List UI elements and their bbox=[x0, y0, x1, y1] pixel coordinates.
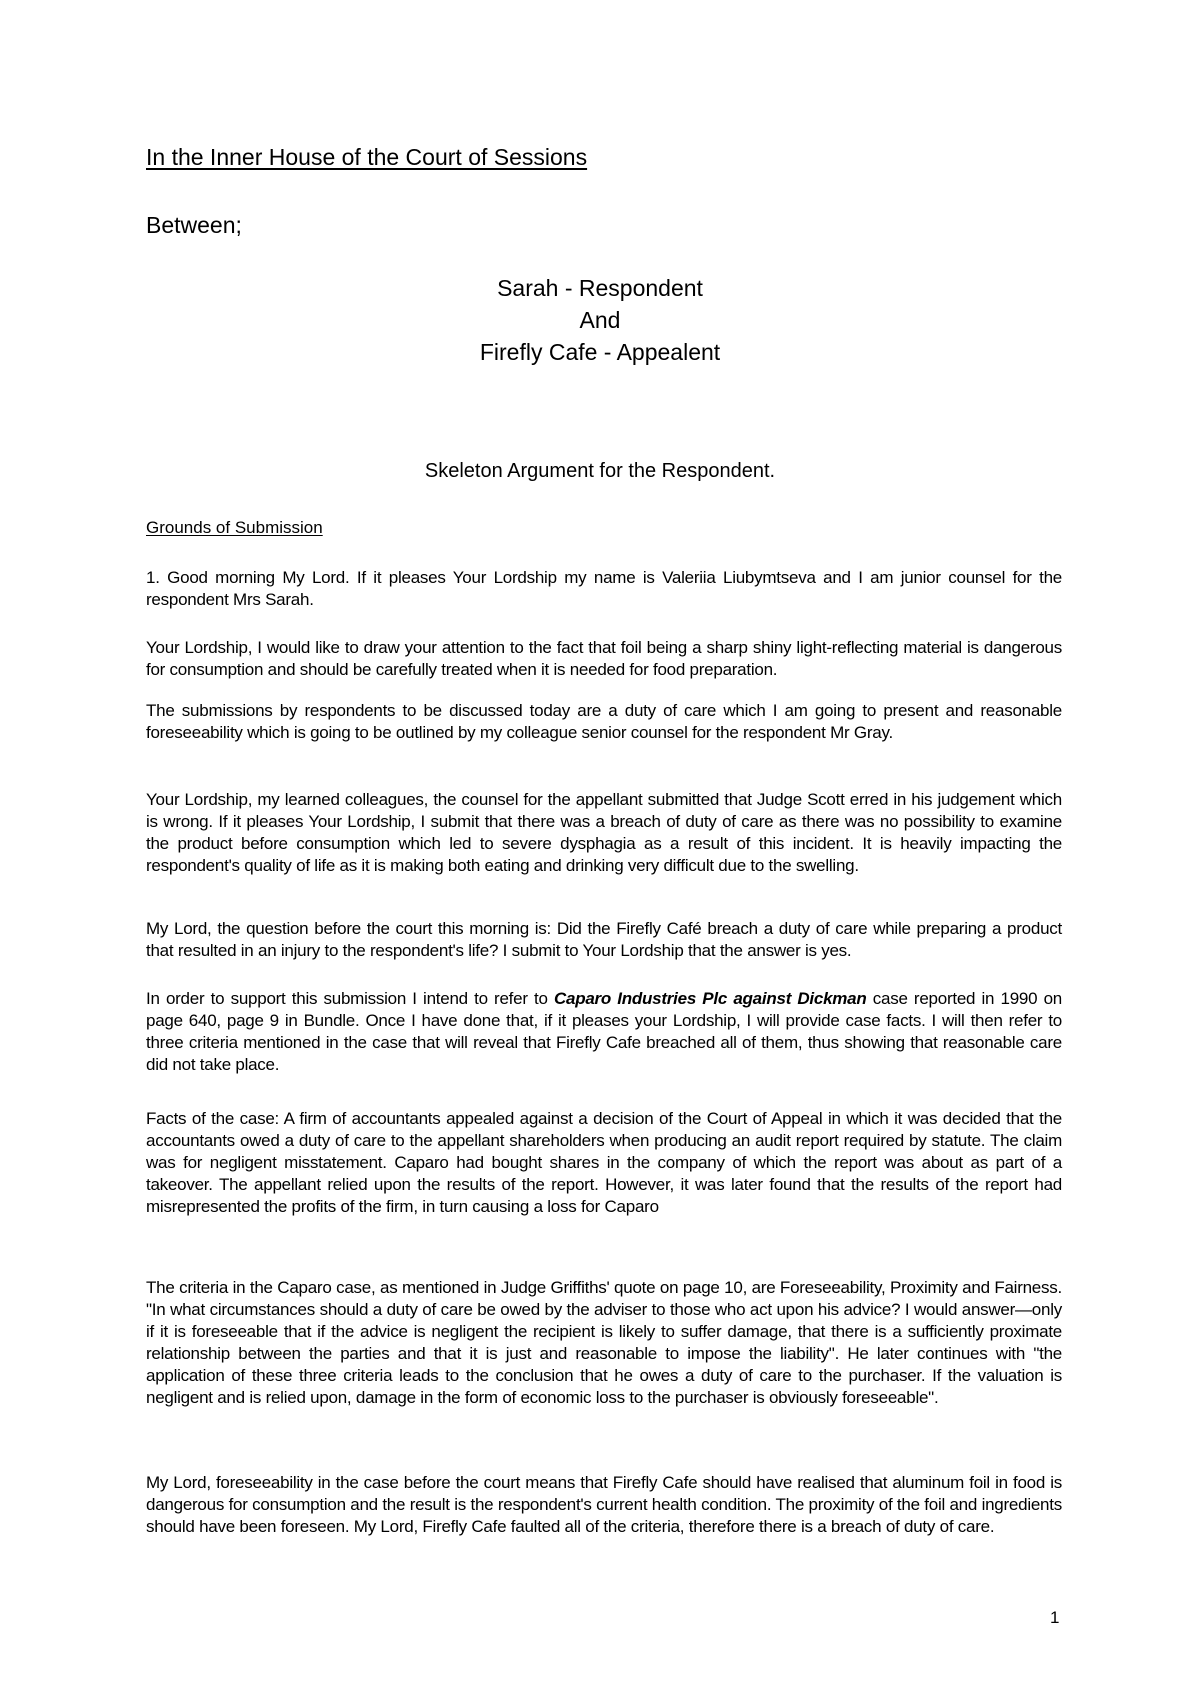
section-heading: Grounds of Submission bbox=[146, 518, 323, 537]
parties-block bbox=[0, 272, 1200, 368]
parties-and: And bbox=[579, 307, 621, 333]
paragraph-1: 1. Good morning My Lord. If it pleases Your Lordship my name is Valeriia Liubymtseva and I am junior counsel for the respondent Mrs Sarah. bbox=[146, 568, 1062, 609]
document-title: Skeleton Argument for the Respondent. bbox=[424, 460, 776, 482]
paragraph-6-intro: In order to support this submission I intend to refer to bbox=[146, 989, 554, 1008]
paragraph-3: The submissions by respondents to be discussed today are a duty of care which I am going to present and reasonable foreseeability which is going to be outlined by my colleague senior counsel for the respondent Mr Gray. bbox=[146, 701, 1062, 742]
appellant-name: Firefly Cafe - Appealent bbox=[479, 339, 721, 365]
case-citation: Caparo Industries Plc against Dickman bbox=[553, 989, 867, 1008]
paragraph-6 bbox=[146, 988, 1062, 1076]
between-label: Between; bbox=[146, 212, 242, 238]
paragraph-7: Facts of the case: A firm of accountants appealed against a decision of the Court of Appeal in which it was decided that the accountants owed a duty of care to the appellant shareholders when producing an audit report required by statute. The claim was for negligent misstatement. Caparo had bought shares in the company of which the report was about as part of a takeover. The appellant relied upon the results of the report. However, it was later found that the results of the report had misrepresented the profits of the firm, in turn causing a loss for Caparo bbox=[146, 1109, 1062, 1216]
court-title: In the Inner House of the Court of Sessions bbox=[146, 144, 588, 170]
paragraph-6-rest: case reported in 1990 on page 640, page 9 in Bundle. Once I have done that, if it pleases your Lordship, I will provide case facts. I will then refer to three criteria mentioned in the case that will reveal that Firefly Cafe breached all of them, thus showing that reasonable care did not take place. bbox=[146, 989, 1062, 1074]
paragraph-4: Your Lordship, my learned colleagues, the counsel for the appellant submitted that Judge Scott erred in his judgement which is wrong. If it pleases Your Lordship, I submit that there was a breach of duty of care as there was no possibility to examine the product before consumption which led to severe dysphagia as a result of this incident. It is heavily impacting the respondent's quality of life as it is making both eating and drinking very difficult due to the swelling. bbox=[146, 790, 1062, 875]
paragraph-5: My Lord, the question before the court this morning is: Did the Firefly Café breach a duty of care while preparing a product that resulted in an injury to the respondent's life? I submit to Your Lordship that the answer is yes. bbox=[146, 919, 1062, 960]
page-number: 1 bbox=[1050, 1608, 1060, 1627]
paragraph-8: The criteria in the Caparo case, as mentioned in Judge Griffiths' quote on page 10, are Foreseeability, Proximity and Fairness. "In what circumstances should a duty of care be owed by the adviser to those who act upon his advice? I would answer—only if it is foreseeable that if the advice is negligent the recipient is likely to suffer damage, that there is a sufficiently proximate relationship between the parties and that it is just and reasonable to impose the liability". He later continues with "the application of these three criteria leads to the conclusion that he owes a duty of care to the purchaser. If the valuation is negligent and is relied upon, damage in the form of economic loss to the purchaser is obviously foreseeable". bbox=[146, 1278, 1062, 1407]
paragraph-2: Your Lordship, I would like to draw your attention to the fact that foil being a sharp shiny light-reflecting material is dangerous for consumption and should be carefully treated when it is needed for food preparation. bbox=[146, 638, 1062, 679]
respondent-name: Sarah - Respondent bbox=[497, 275, 703, 301]
paragraph-9: My Lord, foreseeability in the case before the court means that Firefly Cafe should have realised that aluminum foil in food is dangerous for consumption and the result is the respondent's current health condition. The proximity of the foil and ingredients should have been foreseen. My Lord, Firefly Cafe faulted all of the criteria, therefore there is a breach of duty of care. bbox=[146, 1473, 1062, 1536]
